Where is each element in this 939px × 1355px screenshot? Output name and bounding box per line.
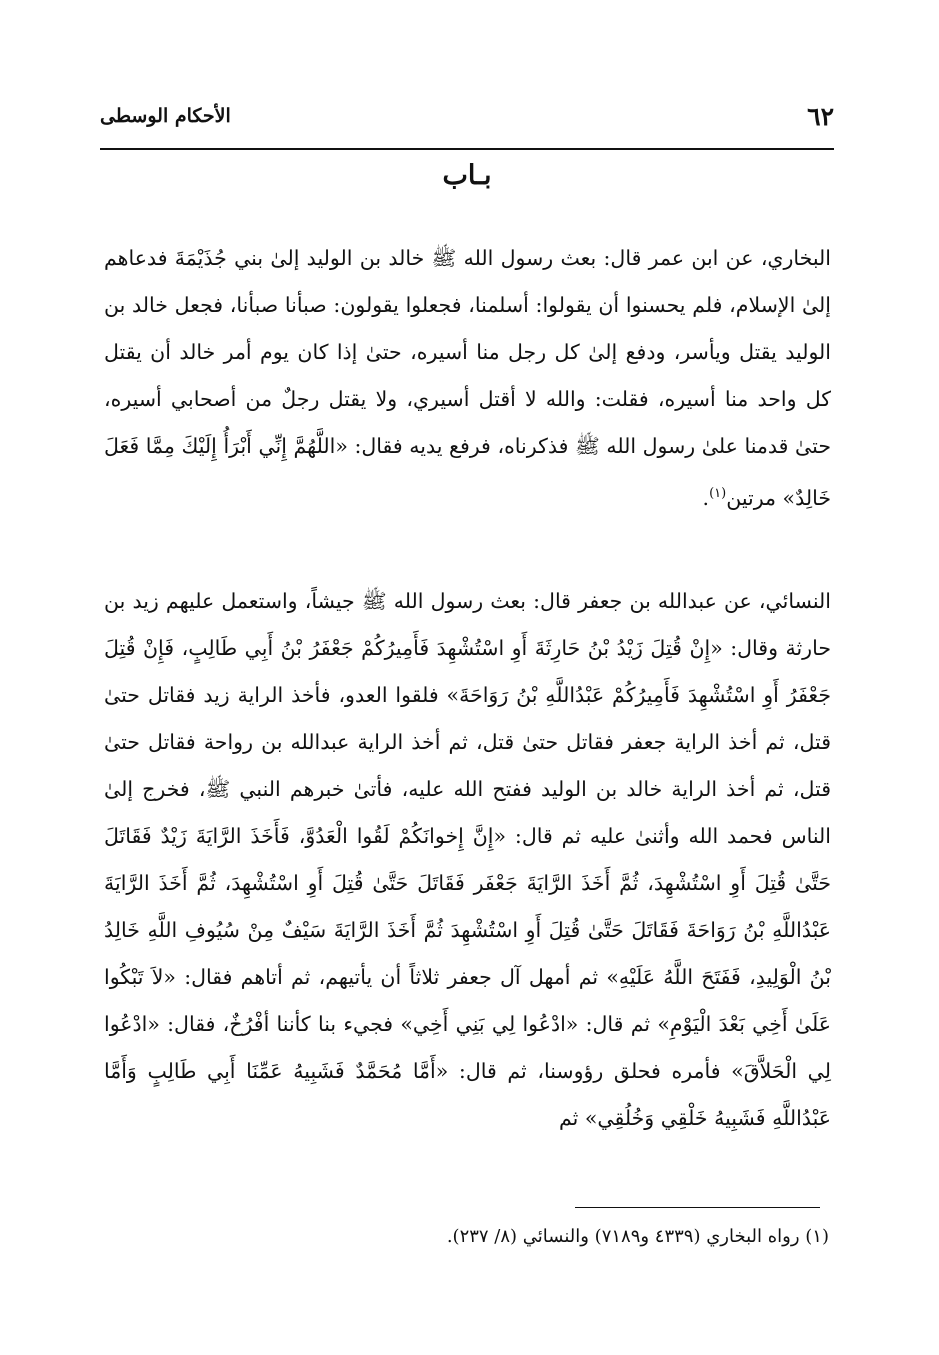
page-header — [100, 96, 834, 136]
hadith-paragraph-bukhari — [104, 235, 831, 522]
running-title: الأحكام الوسطى — [100, 105, 231, 127]
paragraph-1-text: البخاري، عن ابن عمر قال: بعث رسول الله ﷺ خالد بن الوليد إلىٰ بني جُذَيْمَةَ فدعاهم إلىٰ الإسلام، فلم يحسنوا أن يقولوا: أسلمنا، فجعلوا يقولون: صبأنا صبأنا، فجعل خالد بن الوليد يقتل ويأسر، ودفع إلىٰ كل رجل منا أسيره، حتىٰ إذا كان يوم أمر خالد أن يقتل كل واحد منا أسيره، فقلت: والله لا أقتل أسيري، ولا يقتل رجلٌ من أصحابي أسيره، حتىٰ قدمنا علىٰ رسول الله ﷺ فذكرناه، فرفع يديه فقال: «اللَّهُمَّ إِنِّي أَبْرَأُ إِلَيْكَ مِمَّا فَعَلَ خَالِدٌ» مرتين — [104, 246, 831, 510]
hadith-paragraph-nasai — [104, 578, 831, 1142]
paragraph-1-end: . — [702, 485, 710, 510]
page-number: ٦٢ — [807, 101, 834, 131]
paragraph-2-text: النسائي، عن عبدالله بن جعفر قال: بعث رسول الله ﷺ جيشاً، واستعمل عليهم زيد بن حارثة وقال: «إِنْ قُتِلَ زَيْدُ بْنُ حَارِثَةَ أَوِ اسْتُشْهِدَ فَأَمِيرُكُمْ جَعْفَرُ بْنُ أَبِي طَالِبٍ، فَإِنْ قُتِلَ جَعْفَرُ أَوِ اسْتُشْهِدَ فَأَمِيرُكُمْ عَبْدُاللَّهِ بْنُ رَوَاحَةَ» فلقوا العدو، فأخذ الراية زيد فقاتل حتىٰ قتل، ثم أخذ الراية جعفر فقاتل حتىٰ قتل، ثم أخذ الراية عبدالله بن رواحة فقاتل حتىٰ قتل، ثم أخذ الراية خالد بن الوليد ففتح الله عليه، فأتىٰ خبرهم النبي ﷺ، فخرج إلىٰ الناس فحمد الله وأثنىٰ عليه ثم قال: «إِنَّ إِخوانَكُمْ لَقُوا الْعَدُوَّ، فَأَخَذَ الرَّايَةَ زَيْدٌ فَقَاتَلَ حَتَّىٰ قُتِلَ أَوِ اسْتُشْهِدَ، ثُمَّ أَخَذَ الرَّايَةَ جَعْفَر فَقَاتَلَ حَتَّىٰ قُتِلَ أَوِ اسْتُشْهِدَ، ثُمَّ أَخَذَ الرَّايَةَ عَبْدُاللَّهِ بْنُ رَوَاحَةَ فَقَاتَلَ حَتَّىٰ قُتِلَ أَوِ اسْتُشْهِدَ ثُمَّ أَخَذَ الرَّايَةَ سَيْفٌ مِنْ سُيُوفِ اللَّهِ خَالِدُ بْنُ الْوَلِيدِ، فَفَتَحَ اللَّهُ عَلَيْهِ» ثم أمهل آل جعفر ثلاثاً أن يأتيهم، ثم أتاهم فقال: «لاَ تَبْكُوا عَلَىٰ أَخِي بَعْدَ الْيَوْمِ» ثم قال: «ادْعُوا لِي بَنِي أَخِي» فجيء بنا كأننا أفْرُخٌ، فقال: «ادْعُوا لِي الْحَلاَّقَ» فأمره فحلق رؤوسنا، ثم قال: «أَمَّا مُحَمَّدٌ فَشَبِيهُ عَمِّنَا أَبِي طَالِبٍ وَأَمَّا عَبْدُاللَّهِ فَشَبِيهُ خَلْقِي وَخُلُقِي» ثم — [104, 589, 831, 1130]
footnote-1: (١) رواه البخاري (٤٣٣٩ و٧١٨٩) والنسائي (٨/ ٢٣٧). — [446, 1226, 829, 1247]
footnote-reference-1[interactable]: (١) — [709, 486, 727, 501]
header-divider — [100, 148, 834, 150]
chapter-title: بـاب — [442, 160, 492, 191]
footnote-divider — [575, 1207, 820, 1208]
